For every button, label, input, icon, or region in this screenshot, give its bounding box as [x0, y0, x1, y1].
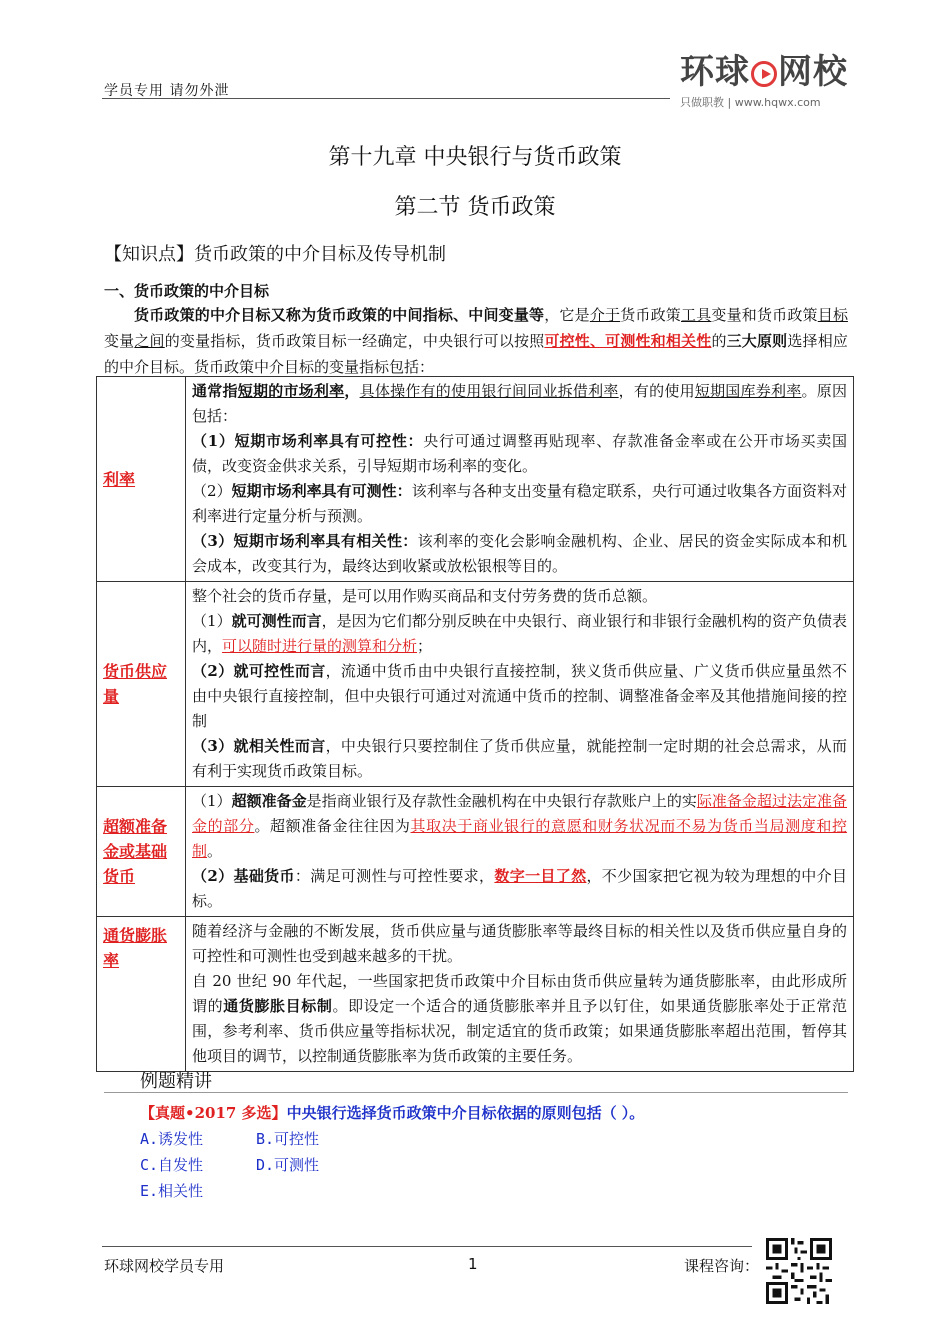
intro-text: 货币政策	[620, 306, 681, 324]
cell-text: （3）	[192, 737, 234, 755]
cell-text: 基础货币	[233, 867, 295, 885]
cell-text: 就可控性而言	[233, 662, 326, 680]
cell-text: ，有的使用	[618, 382, 695, 400]
cell-text: （2）	[192, 482, 232, 500]
cell-text: 该利率的变化会影响金融机构、企业、居民的资金实际成本和机会成本，改变其行为，最终达到收紧或放松银根等目的。	[192, 532, 847, 575]
option-b[interactable]: B.可控性	[256, 1130, 320, 1148]
option-c[interactable]: C.自发性	[140, 1156, 204, 1174]
row-label-excess-reserves: 超额准备金或基础货币	[97, 787, 186, 917]
intro-text: 的变量指标，货币政策目标一经确定，中央银行可以按照	[164, 332, 545, 350]
row-content-interest-rate	[186, 377, 854, 582]
cell-text: ，不少国家把它视为较为理想的中介目标。	[192, 867, 847, 910]
page-number: 1	[468, 1255, 478, 1273]
row-label-money-supply: 货币供应量	[97, 582, 186, 787]
logo-text-1: 环球	[680, 52, 750, 92]
cell-text: ，	[344, 382, 360, 400]
logo-tagline: 只做职教 | www.hqwx.com	[680, 96, 821, 109]
intro-underline: 介于	[589, 306, 621, 324]
cell-text: ，流通中货币由中央银行直接控制，狭义货币供应量、广义货币供应量虽然不由中央银行直接控制，但中央银行可通过对流通中货币的控制、调整准备金率及其他措施间接的控制	[192, 662, 847, 730]
cell-text: 通常指	[192, 382, 238, 400]
header-divider	[102, 98, 670, 99]
table-row-interest-rate	[97, 377, 854, 582]
cell-text: 具体操作有的使用银行间同业拆借利率	[359, 382, 619, 400]
chapter-title: 第十九章 中央银行与货币政策	[328, 145, 622, 170]
example-divider	[104, 1092, 848, 1093]
knowledge-point-heading: 【知识点】货币政策的中介目标及传导机制	[104, 244, 446, 265]
cell-highlight: 其取决于商业银行的意愿和财务状况而不易为货币当局测度和控制	[192, 817, 847, 860]
question-tag: 【真题•2017 多选】	[140, 1104, 287, 1122]
intro-text: 的	[711, 332, 727, 350]
cell-text: 超额准备金	[231, 792, 307, 810]
cell-text: 自 20 世纪 90 年代起，一些国家把货币政策中介目标由货币供应量转为通货膨胀率，由此形成所谓的	[192, 972, 847, 1015]
cell-text: （2）	[192, 662, 234, 680]
intro-text: 选择相应的中介目标。货币政策中介目标的变量指标包括：	[104, 332, 848, 376]
option-d[interactable]: D.可测性	[256, 1156, 320, 1174]
intro-text: 变量和货币政策	[711, 306, 818, 324]
subsection-heading: 一、货币政策的中介目标	[104, 282, 270, 300]
row-label-inflation: 通货膨胀率	[97, 917, 186, 1072]
intro-bold: 三大原则	[726, 332, 788, 350]
option-e[interactable]: E.相关性	[140, 1182, 204, 1200]
question-stem	[140, 1102, 644, 1123]
cell-text: 短期的市场利率	[237, 382, 345, 400]
cell-highlight: 可以随时进行量的测算和分析	[222, 637, 418, 655]
cell-text: 短期市场利率具有相关性：	[233, 532, 418, 550]
cell-text: 就相关性而言	[233, 737, 326, 755]
cell-text: 短期国库券利率	[694, 382, 802, 400]
cell-text: ：满足可测性与可控性要求，	[294, 867, 495, 885]
intermediate-target-table	[96, 376, 854, 1072]
brand-logo	[680, 52, 850, 112]
section-title: 第二节 货币政策	[394, 195, 556, 220]
qr-code-icon[interactable]	[766, 1238, 832, 1304]
option-a[interactable]: A.诱发性	[140, 1130, 204, 1148]
table-row-money-supply	[97, 582, 854, 787]
intro-bold: 货币政策的中介目标又称为货币政策的中间指标、中间变量等	[134, 306, 545, 324]
row-content-excess-reserves	[186, 787, 854, 917]
cell-text: （3）	[192, 532, 234, 550]
intro-paragraph	[104, 302, 848, 380]
intro-underline: 目标	[817, 306, 848, 324]
intro-underline: 工具	[681, 306, 712, 324]
cell-text: 是指商业银行及存款性金融机构在中央银行存款账户上的实	[306, 792, 697, 810]
cell-text: 该利率与各种支出变量有稳定联系，央行可通过收集各方面资料对利率进行定量分析与预测。	[192, 482, 847, 525]
cell-text: 。超额准备金往往因为	[254, 817, 411, 835]
cell-text: 随着经济与金融的不断发展，货币供应量与通货膨胀率等最终目标的相关性以及货币供应量自身的可控性和可测性也受到越来越多的干扰。	[192, 922, 847, 965]
cell-text: 短期市场利率具有可控性：	[234, 432, 424, 450]
cell-text: 整个社会的货币存量，是可以用作购买商品和支付劳务费的货币总额。	[192, 587, 658, 605]
cell-highlight: 际准备金超过法定准备金的部分	[192, 792, 847, 835]
cell-text: （1）	[192, 792, 232, 810]
footer-consult: 课程咨询：	[684, 1257, 760, 1275]
intro-text: ，它是	[544, 306, 590, 324]
cell-text: ，是因为它们都分别反映在中央银行、商业银行和非银行金融机构的资产负债表内，	[192, 612, 847, 655]
table-row-inflation	[97, 917, 854, 1072]
cell-text: 短期市场利率具有可测性：	[231, 482, 412, 500]
cell-text: 。原因包括：	[192, 382, 847, 425]
intro-text: 变量	[104, 332, 135, 350]
table-row-excess-reserves	[97, 787, 854, 917]
row-content-inflation	[186, 917, 854, 1072]
header-notice: 学员专用 请勿外泄	[104, 83, 230, 99]
cell-text: 就可测性而言	[231, 612, 322, 630]
footer-divider	[102, 1246, 752, 1247]
cell-text: （1）	[192, 612, 232, 630]
cell-text: ，中央银行只要控制住了货币供应量，就能控制一定时期的社会总需求，从而有利于实现货币政策目标。	[192, 737, 847, 780]
logo-text-2: 网校	[778, 52, 848, 92]
play-icon	[751, 61, 777, 87]
cell-highlight: 数字一目了然	[494, 867, 587, 885]
question-text: 中央银行选择货币政策中介目标依据的原则包括（ ）。	[286, 1104, 645, 1122]
intro-principles-highlight: 可控性、可测性和相关性	[544, 332, 712, 350]
cell-text: ；	[417, 637, 433, 655]
cell-text: 央行可通过调整再贴现率、存款准备金率或在公开市场买卖国债，改变资金供求关系，引导短期市场利率的变化。	[192, 432, 847, 475]
cell-text: 。即设定一个适合的通货膨胀率并且予以钉住，如果通货膨胀率处于正常范围，参考利率、货币供应量等指标状况，制定适宜的货币政策；如果通货膨胀率超出范围，暂停其他项目的调节，以控制通货膨胀率为货币政策的主要任务。	[192, 997, 847, 1065]
example-heading: 例题精讲	[140, 1071, 212, 1092]
cell-text: 通货膨胀目标制	[223, 997, 333, 1015]
cell-text: （2）	[192, 867, 234, 885]
cell-text: 。	[207, 842, 223, 860]
cell-text: （1）	[192, 432, 235, 450]
footer-left: 环球网校学员专用	[104, 1257, 225, 1275]
row-label-interest-rate: 利率	[97, 377, 186, 582]
intro-underline: 之间	[134, 332, 165, 350]
row-content-money-supply	[186, 582, 854, 787]
